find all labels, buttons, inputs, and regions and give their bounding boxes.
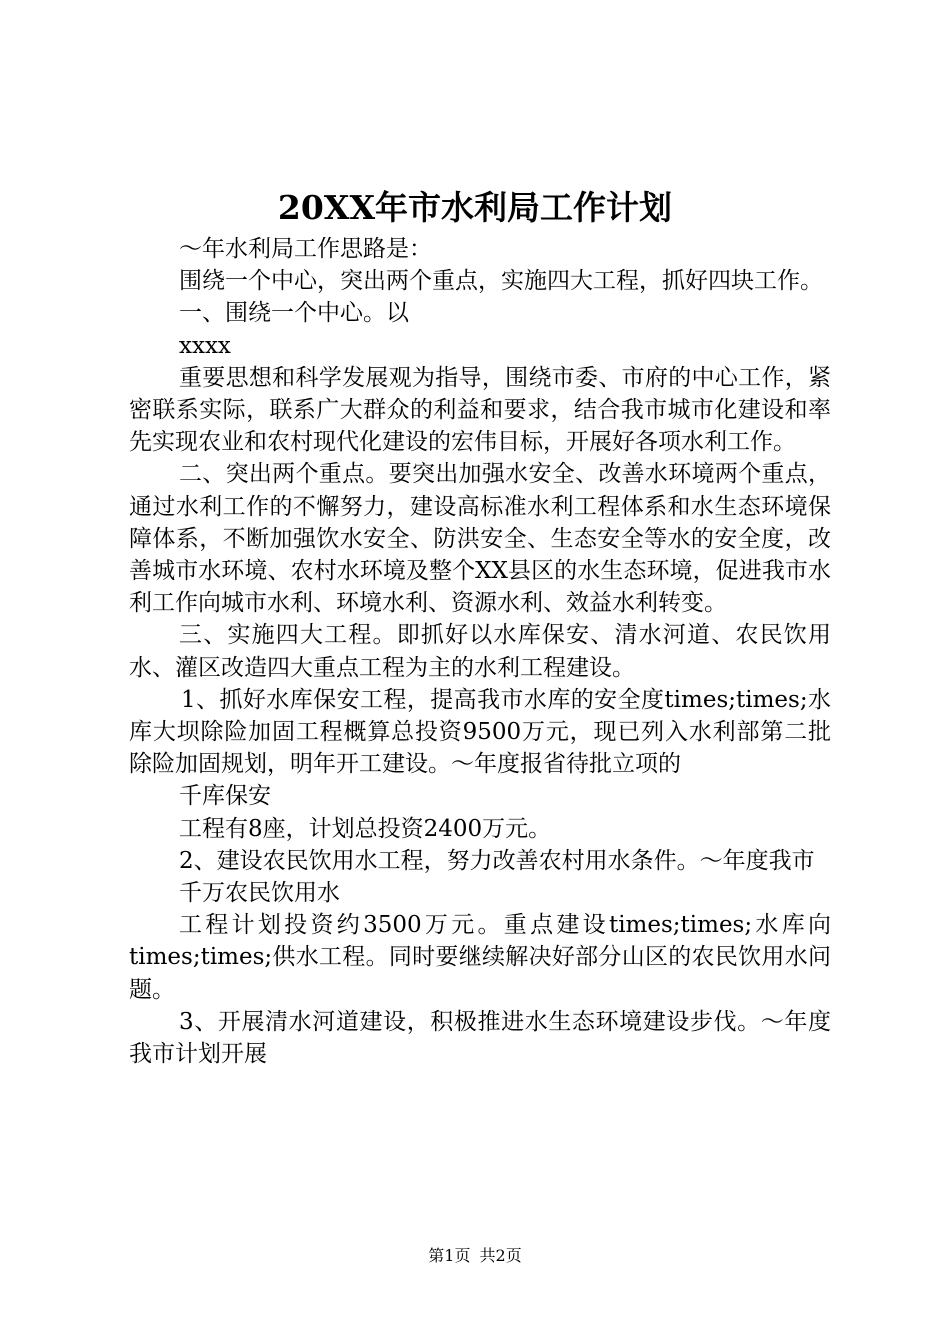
paragraph: 围绕一个中心，突出两个重点，实施四大工程，抓好四块工作。 — [179, 268, 823, 295]
paragraph: 一、围绕一个中心。以 — [179, 300, 409, 327]
paragraph: 重要思想和科学发展观为指导，围绕市委、市府的中心工作，紧密联系实际，联系广大群众的利益和要求，结合我市城市化建设和率先实现农业和农村现代化建设的宏伟目标，开展好各项水利工作。 — [129, 364, 831, 456]
paragraph: 千万农民饮用水 — [179, 880, 340, 907]
page-title: 20XX年市水利局工作计划 — [277, 188, 673, 227]
paragraph: xxxx — [179, 332, 231, 359]
page-footer: 第1页 共2页 — [428, 1246, 522, 1265]
paragraph: 3、开展清水河道建设，积极推进水生态环境建设步伐。～年度我市计划开展 — [129, 1008, 831, 1068]
paragraph: 工程有8座，计划总投资2400万元。 — [179, 815, 552, 842]
paragraph: 千库保安 — [179, 783, 271, 810]
paragraph: 2、建设农民饮用水工程，努力改善农村用水条件。～年度我市 — [179, 847, 815, 874]
paragraph: 工程计划投资约3500万元。重点建设times;times;水库向times;times;供水工程。同时要继续解决好部分山区的农民饮用水问题。 — [129, 912, 831, 1003]
paragraph: ～年水利局工作思路是： — [179, 236, 432, 262]
paragraph: 二、突出两个重点。要突出加强水安全、改善水环境两个重点，通过水利工作的不懈努力，建设高标准水利工程体系和水生态环境保障体系，不断加强饮水安全、防洪安全、生态安全等水的安全度，改善城市水环境、农村水环境及整个XX县区的水生态环境，促进我市水利工作向城市水利、环境水利、资源水利、效益水利转变。 — [129, 461, 831, 617]
paragraph: 三、实施四大工程。即抓好以水库保安、清水河道、农民饮用水、灌区改造四大重点工程为主的水利工程建设。 — [129, 622, 831, 681]
paragraph: 1、抓好水库保安工程，提高我市水库的安全度times;times;水库大坝除险加固工程概算总投资9500万元，现已列入水利部第二批除险加固规划，明年开工建设。～年度报省待批立项的 — [129, 686, 831, 778]
document-body — [129, 233, 831, 1070]
